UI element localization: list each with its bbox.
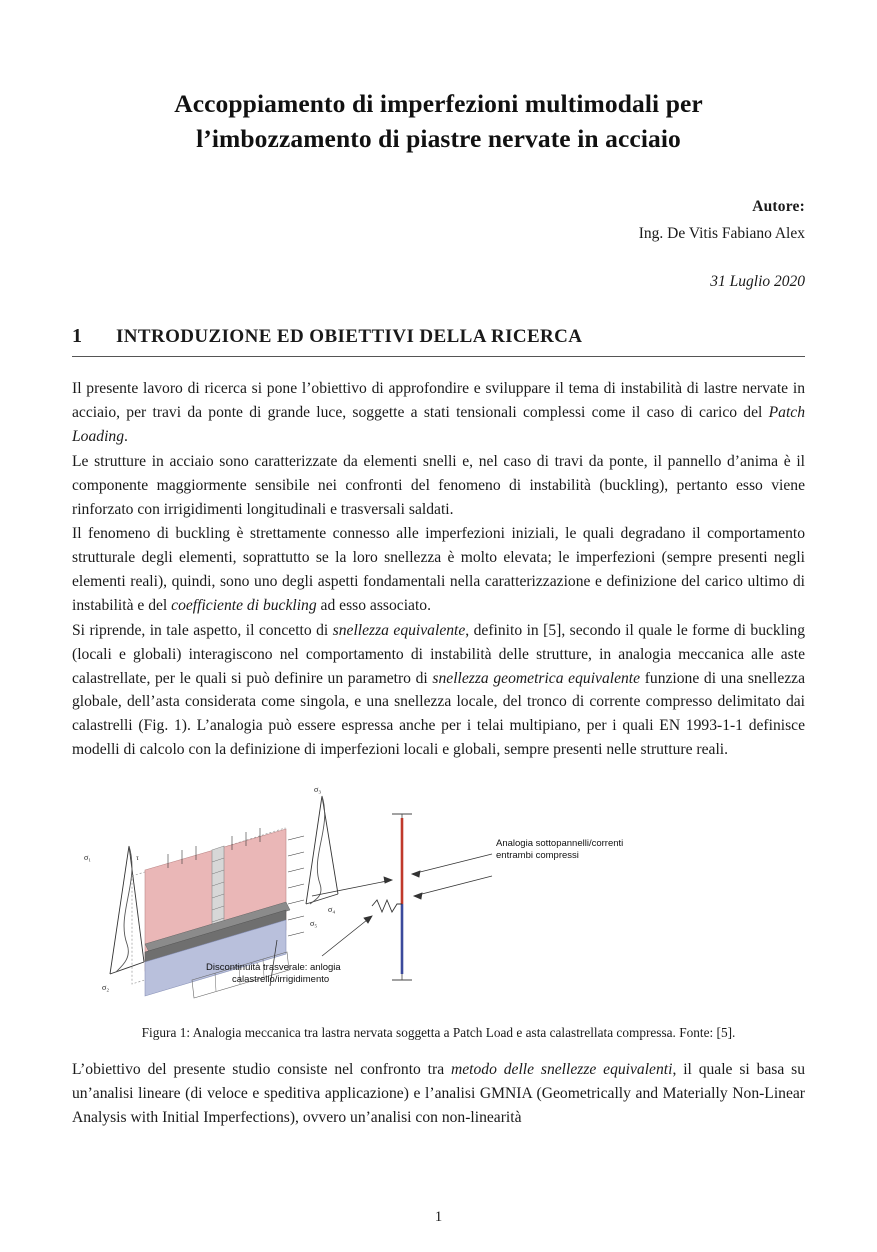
svg-text:σ₃: σ₃ [314, 784, 322, 794]
page-title-line-1: Accoppiamento di imperfezioni multimodali per [174, 89, 703, 118]
section-number: 1 [72, 325, 82, 348]
author-block [72, 198, 805, 243]
figure-annotation-right-2: entrambi compressi [496, 849, 579, 861]
paragraph: Il presente lavoro di ricerca si pone l’obiettivo di approfondire e sviluppare il tema di instabilità di lastre nervate in acciaio, per travi da ponte di grande luce, soggette a stati tensionali complessi come il caso di carico del Patch Loading. [72, 380, 805, 446]
svg-text:σ₁: σ₁ [84, 852, 92, 862]
section-heading [72, 325, 805, 357]
figure-annotation-bottom-2: calastrello/irrigidimento [232, 973, 330, 985]
figure-svg [72, 784, 805, 1020]
svg-text:σ₄: σ₄ [328, 904, 336, 914]
paragraph: Si riprende, in tale aspetto, il concetto di snellezza equivalente, definito in [5], secondo il quale le forme di buckling (locali e globali) interagiscono nel comportamento di instabilità delle strutture, in analogia meccanica alle aste calastrellate, per le quali si può definire un parametro di snellezza geometrica equivalente funzione di una snellezza globale, dell’asta considerata come singola, e una snellezza locale, del tronco di corrente compresso delimitato dai calastrelli (Fig. 1). L’analogia può essere espressa anche per i telai multipiano, per i quali EN 1993-1-1 definisce modelli di calcolo con la definizione di imperfezioni locali e globali, sempre presenti nelle strutture reali. [72, 621, 806, 759]
figure-1 [72, 784, 805, 1042]
figure-annotation-right-1: Analogia sottopannelli/correnti [496, 837, 624, 849]
document-date: 31 Luglio 2020 [710, 273, 805, 291]
figure-caption: Figura 1: Analogia meccanica tra lastra nervata soggetta a Patch Load e asta calastrellata compressa. Fonte: [5]. [141, 1024, 736, 1040]
figure-annotation-bottom-1: Discontinuità trasverale: anlogia [206, 961, 341, 973]
page-title-line-2: l’imbozzamento di piastre nervate in acciaio [196, 124, 681, 154]
paragraph: Il fenomeno di buckling è strettamente connesso alle imperfezioni iniziali, le quali degradano il comportamento strutturale degli elementi, soprattutto se la loro snellezza è molto elevata; le imperfezioni (sempre presenti negli elementi reali), quindi, sono uno degli aspetti fondamentali nella caratterizzazione e definizione del carico ultimo di instabilità e del coefficiente di buckling ad esso associato. [72, 525, 805, 614]
svg-text:σ₂: σ₂ [102, 982, 110, 992]
author-name: Ing. De Vitis Fabiano Alex [638, 225, 805, 243]
paragraph: L’obiettivo del presente studio consiste nel confronto tra metodo delle snellezze equivalenti, il quale si basa su un’analisi lineare (di veloce e speditiva applicazione) e l’analisi GMNIA (Geometrically and Materially Non-Linear Analysis with Initial Imperfections), ovvero un’analisi con non-linearità [72, 1060, 805, 1126]
author-label: Autore: [752, 198, 805, 216]
figure-graphic [72, 784, 805, 1020]
paragraph: Le strutture in acciaio sono caratterizzate da elementi snelli e, nel caso di travi da ponte, il pannello d’anima è il componente maggiormente sensibile nei confronti del fenomeno di instabilità (buckling), pertanto esso viene rinforzato con irrigidimenti longitudinali e trasversali saldati. [72, 452, 805, 518]
svg-text:τ: τ [136, 853, 139, 862]
paragraph-after-figure [72, 1058, 805, 1130]
page-number: 1 [434, 1209, 443, 1225]
section-title: INTRODUZIONE ED OBIETTIVI DELLA RICERCA [116, 326, 583, 348]
svg-text:σ₅: σ₅ [310, 918, 318, 928]
page-title [108, 86, 769, 156]
section-body [72, 377, 805, 762]
